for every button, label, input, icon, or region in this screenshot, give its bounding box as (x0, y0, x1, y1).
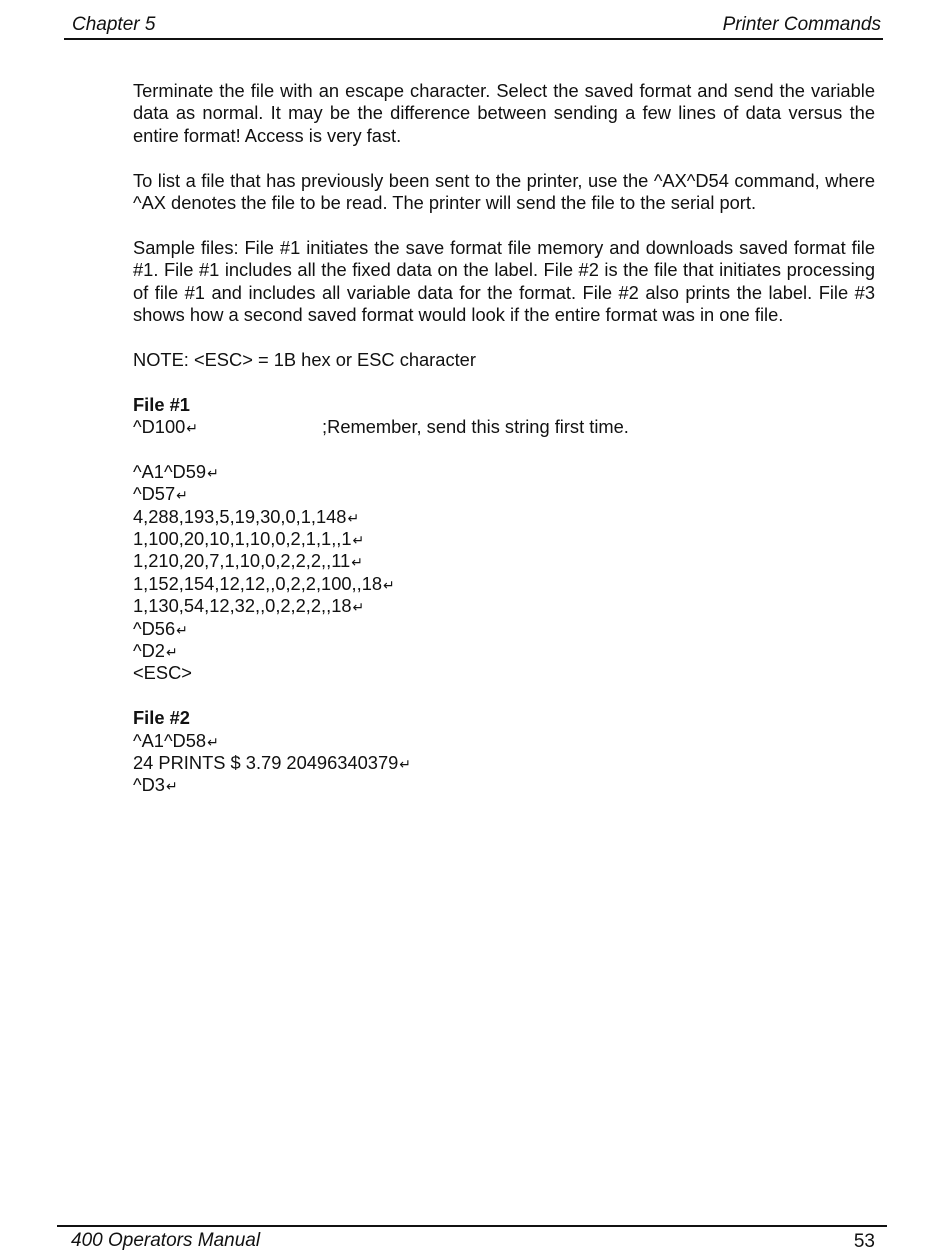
return-arrow-icon: ↵ (165, 643, 178, 660)
code-text: ^D2 (133, 639, 165, 661)
code-line (133, 461, 875, 483)
manual-title: 400 Operators Manual (71, 1230, 261, 1251)
return-arrow-icon: ↵ (347, 509, 360, 526)
return-arrow-icon: ↵ (352, 599, 365, 616)
paragraph-note: NOTE: <ESC> = 1B hex or ESC character (133, 348, 476, 370)
paragraph-list-file: To list a file that has previously been sent to the printer, use the ^AX^D54 command, where ^AX denotes the file to be read. The printer will send the file to the serial port. (133, 169, 875, 214)
return-arrow-icon: ↵ (351, 554, 363, 571)
return-arrow-icon: ↵ (352, 531, 365, 548)
paragraph-sample-files: Sample files: File #1 initiates the save format file memory and downloads saved format file #1. File #1 includes all the fixed data on the label. File #2 is the file that initiates processing of file #1 and includes all variable data for the format. File #2 also prints the label. File #3 shows how a second saved format would look if the entire format was in one file. (133, 236, 875, 326)
code-line (133, 595, 875, 617)
code-line (133, 528, 875, 550)
paragraph-terminate: Terminate the file with an escape character. Select the saved format and send the variable data as normal. It may be the difference between sending a few lines of data versus the entire format! Access is very fast. (133, 80, 875, 146)
return-arrow-icon: ↵ (399, 755, 412, 772)
return-arrow-icon: ↵ (176, 621, 188, 638)
code-line (133, 550, 875, 572)
code-text: 1,100,20,10,1,10,0,2,1,1,,1 (133, 527, 352, 549)
code-line-esc: <ESC> (133, 662, 192, 684)
code-text: ^D3 (133, 774, 165, 796)
return-arrow-icon: ↵ (207, 733, 219, 750)
code-line (133, 730, 875, 752)
file2-heading: File #2 (133, 707, 190, 729)
code-text: 1,152,154,12,12,,0,2,2,100,,18 (133, 572, 383, 594)
code-line (133, 640, 875, 662)
return-arrow-icon: ↵ (165, 778, 178, 795)
code-line (133, 506, 875, 528)
code-text: ^D56 (133, 617, 176, 639)
code-text: ^D57 (133, 483, 176, 505)
code-comment: ;Remember, send this string first time. (322, 416, 629, 438)
page-number: 53 (853, 1231, 875, 1252)
code-text: 4,288,193,5,19,30,0,1,148 (133, 505, 347, 527)
file1-heading: File #1 (133, 393, 190, 415)
code-text: 1,210,20,7,1,10,0,2,2,2,,11 (133, 550, 351, 572)
code-line (133, 483, 875, 505)
code-line (133, 573, 875, 595)
chapter-label: Chapter 5 (72, 14, 156, 35)
return-arrow-icon: ↵ (383, 576, 395, 593)
page-footer (57, 1225, 887, 1257)
code-text: 1,130,54,12,32,,0,2,2,2,,18 (133, 595, 352, 617)
code-text: ^D100 (133, 416, 186, 438)
return-arrow-icon: ↵ (176, 487, 188, 504)
code-line (133, 618, 875, 640)
code-text: ^A1^D59 (133, 460, 207, 482)
code-line (133, 774, 875, 796)
return-arrow-icon: ↵ (207, 464, 219, 481)
code-text: 24 PRINTS $ 3.79 20496340379 (133, 751, 399, 773)
return-arrow-icon: ↵ (186, 420, 199, 437)
page-header (64, 12, 883, 40)
section-title: Printer Commands (722, 14, 881, 35)
code-line (133, 752, 875, 774)
file1-first-line (133, 416, 875, 438)
code-text: ^A1^D58 (133, 729, 207, 751)
page-body (133, 80, 875, 797)
